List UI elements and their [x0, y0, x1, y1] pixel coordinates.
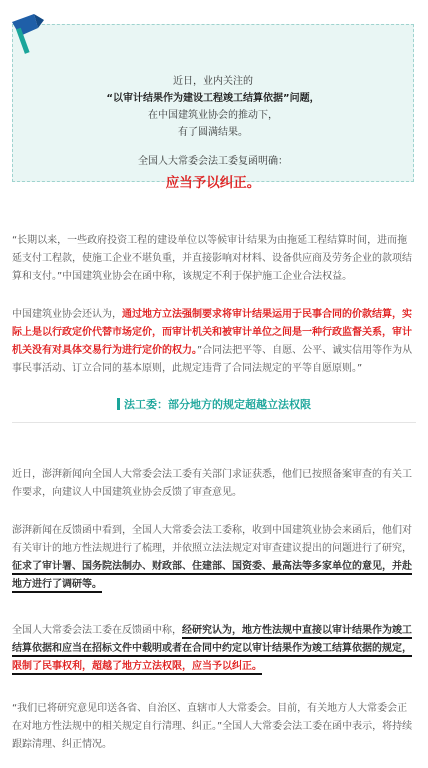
section-title [0, 396, 428, 412]
paragraph-5-conclusion: 限制了民事权利，超越了地方立法权限，应当予以纠正。 [12, 661, 262, 675]
paragraph-4 [12, 522, 416, 594]
paragraph-5-lead: 全国人大常委会法工委在反馈函中称， [12, 625, 182, 636]
paragraph-6: “我们已将研究意见印送各省、自治区、直辖市人大常委会。目前，有关地方人大常委会正在对地方性法规中的相关规定自行清理、纠正。”全国人大常委会法工委在函中表示，将持续跟踪清理、纠正情况。 [12, 703, 413, 750]
callout-line-3: 在中国建筑业协会的推动下， [148, 110, 278, 121]
callout-line-2: “以审计结果作为建设工程竣工结算依据”问题， [106, 93, 320, 104]
paragraph-4-lead: 澎湃新闻在反馈函中看到，全国人大常委会法工委称，收到中国建筑业协会来函后，他们对有关审计的地方性法规进行了梳理，并依照立法法规定对审查建议提出的问题进行了研究， [12, 525, 412, 554]
paragraph-2-highlight: 通过地方立法强制要求将审计结果运用于民事合同的价款结算，实际上是以行政定价代替市场定价，而审计机关和被审计单位之间是一种行政监督关系，审计机关没有对具体交易行为进行定价的权力。 [12, 309, 412, 356]
paragraph-2-lead: 中国建筑业协会还认为， [12, 309, 122, 320]
callout-line-4: 有了圆满结果。 [178, 127, 248, 138]
section-title-text: 法工委：部分地方的规定超越立法权限 [124, 398, 311, 411]
callout-line-1: 近日，业内关注的 [173, 76, 253, 87]
section-divider [12, 422, 416, 423]
flag-icon [6, 10, 52, 56]
paragraph-2 [12, 306, 416, 378]
paragraph-4-underlined: 征求了审计署、国务院法制办、财政部、住建部、国资委、最高法等多家单位的意见，并赴地方进行了调研等。 [12, 561, 412, 593]
paragraph-1: “长期以来，一些政府投资工程的建设单位以等候审计结果为由拖延工程结算时间，进而拖延支付工程款，使施工企业不堪负重，并直接影响对材料、设备供应商及劳务企业的款项结算和支付。”中国建筑业协会在函中称，该规定不利于保护施工企业合法权益。 [12, 235, 412, 282]
paragraph-3: 近日，澎湃新闻向全国人大常委会法工委有关部门求证获悉，他们已按照备案审查的有关工作要求，向建议人中国建筑业协会反馈了审查意见。 [12, 469, 412, 498]
callout-line-5: 全国人大常委会法工委复函明确： [138, 156, 288, 167]
intro-callout [12, 24, 414, 191]
paragraph-5 [12, 622, 416, 676]
callout-headline: 应当予以纠正。 [165, 175, 261, 191]
paragraph-2-tail: ”合同法把平等、自愿、公平、诚实信用等作为从事民事活动、订立合同的基本原则，此规定违背了合同法规定的平等自愿原则。” [12, 345, 413, 374]
paragraph-5-underlined: 经研究认为，地方性法规中直接以审计结果作为竣工结算依据和应当在招标文件中载明或者在合同中约定以审计结果作为竣工结算依据的规定， [12, 625, 412, 657]
section-title-bar [117, 398, 120, 410]
